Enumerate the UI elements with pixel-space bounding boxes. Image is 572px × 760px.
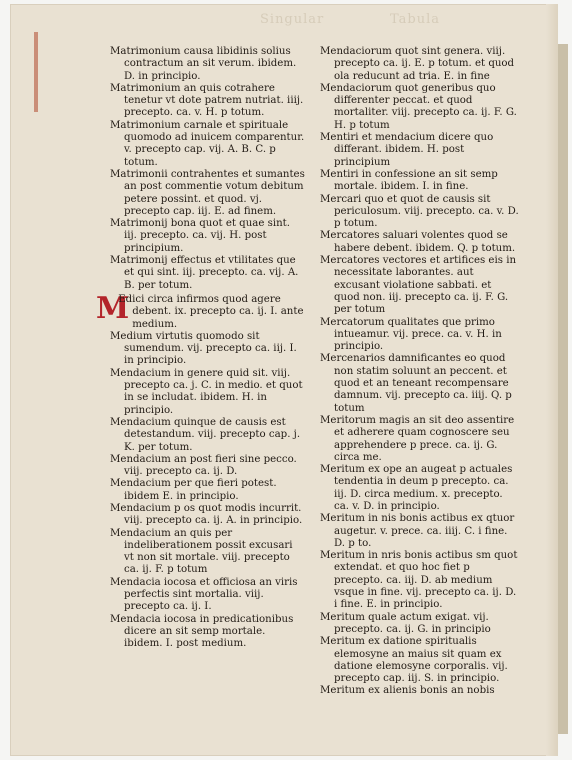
index-entry: Mendacium an quis per indeliberationem possit excusari vt non sit mortale. viij. precepto ca. ij. F. p totum: [110, 527, 293, 576]
index-entry: Meritum in nis bonis actibus ex qtuor augetur. v. prece. ca. iiij. C. i fine. D. p to.: [320, 513, 515, 549]
index-entry: Meritum in nris bonis actibus sm quot extendat. et quo hoc fiet p precepto. ca. iij. D. ab medium vsque in fine. vij. precepto ca. ij. D. i fine. E. in principio.: [320, 550, 518, 611]
index-entry: Mendacium in genere quid sit. viij. precepto ca. j. C. in medio. et quot in se includat. ibidem. H. in principio.: [110, 367, 303, 416]
index-entry: Mercatorum qualitates que primo intueamur. vij. prece. ca. v. H. in principio.: [320, 316, 502, 353]
index-entry: Mentiri et mendacium dicere quo differant. ibidem. H. post principium: [320, 132, 494, 168]
index-entry-with-initial: [96, 290, 305, 331]
index-entry: Matrimonij effectus et vtilitates que et qui sint. iij. precepto. ca. vij. A. B. per totum.: [110, 255, 299, 291]
index-entry: Meritum ex datione spiritualis elemosyne an maius sit quam ex datione elemosyne corporalis. vij. precepto cap. iij. S. in principio.: [320, 636, 508, 685]
index-entry: Medium virtutis quomodo sit sumendum. vij. precepto ca. iij. I. in principio.: [110, 330, 297, 367]
index-entry: Matrimonium an quis cotrahere tenetur vt dote patrem nutriat. iiij. precepto. ca. v. H. p totum.: [110, 82, 304, 119]
show-through-heading-right: Tabula: [390, 12, 441, 27]
index-entry: Meritorum magis an sit deo assentire et adherere quam cognoscere seu apprehendere p prece. ca. ij. G. circa me.: [320, 414, 515, 463]
index-entry: Mendaciorum quot sint genera. viij. precepto ca. ij. E. p totum. et quod ola reducunt ad tria. E. in fine: [320, 46, 515, 82]
index-entry: Meritum ex ope an augeat p actuales tendentia in deum p precepto. ca. iij. D. circa medium. x. precepto. ca. v. D. in principio.: [320, 464, 513, 512]
red-initial-letter: M: [96, 290, 130, 326]
index-entry: Mendacia iocosa et officiosa an viris perfectis sint mortalia. viij. precepto ca. ij. I.: [110, 576, 298, 613]
index-entry-text: Edici circa infirmos quod agere debent. ix. precepto ca. ij. I. ante medium.: [118, 293, 304, 330]
red-ink-mark: [34, 32, 38, 112]
index-entry: Matrimonium causa libidinis solius contractum an sit verum. ibidem. D. in principio.: [110, 46, 297, 82]
left-column: [96, 46, 305, 651]
index-entry: Meritum quale actum exigat. vij. precepto. ca. ij. G. in principio: [320, 611, 491, 635]
page-binding-edge: [558, 44, 568, 734]
index-entry: Mercari quo et quot de causis sit periculosum. viij. precepto. ca. v. D. p totum.: [320, 193, 519, 230]
index-entry: Mendacium an post fieri sine pecco. viij. precepto ca. ij. D.: [110, 453, 297, 478]
index-entry: Matrimonium carnale et spirituale quomodo ad inuicem comparentur. v. precepto cap. vij. A. B. C. p totum.: [110, 119, 305, 168]
index-entry: Mendacium per que fieri potest. ibidem E. in principio.: [110, 478, 277, 502]
index-entry: Mentiri in confessione an sit semp mortale. ibidem. I. in fine.: [320, 168, 498, 193]
index-entry: Mendacium p os quot modis incurrit. viij. precepto ca. ij. A. in principio.: [110, 502, 303, 527]
index-entry: Mercatores saluari volentes quod se habere debent. ibidem. Q. p totum.: [320, 230, 516, 254]
index-entry: Mercenarios damnificantes eo quod non statim soluunt an peccent. et quod et an teneant recompensare damnum. vij. precepto ca. iiij. Q. p totum: [320, 353, 512, 414]
index-entry: Mercatores vectores et artifices eis in necessitate laborantes. aut excusant violatione sabbati. et quod non. iij. precepto ca. ij. F. G. per totum: [320, 255, 517, 316]
index-entry: Mendacia iocosa in predicationibus dicere an sit semp mortale. ibidem. I. post medium.: [110, 613, 294, 650]
index-entry: Mendaciorum quot generibus quo differenter peccat. et quod mortaliter. viij. precepto ca. ij. F. G. H. p totum: [320, 82, 517, 131]
index-entry: Meritum ex alienis bonis an nobis: [320, 685, 495, 697]
right-column: [320, 46, 520, 698]
index-entry: Matrimonii contrahentes et sumantes an post commentie votum debitum petere possint. et quod. vj. precepto cap. iij. E. ad finem.: [110, 168, 305, 217]
index-entry: Mendacium quinque de causis est detestandum. viij. precepto cap. j. K. per totum.: [110, 416, 301, 453]
show-through-heading-left: Singular: [260, 12, 325, 27]
index-entry: Matrimonij bona quot et quae sint. iij. precepto. ca. vij. H. post principium.: [110, 218, 290, 254]
book-page: [10, 4, 558, 756]
